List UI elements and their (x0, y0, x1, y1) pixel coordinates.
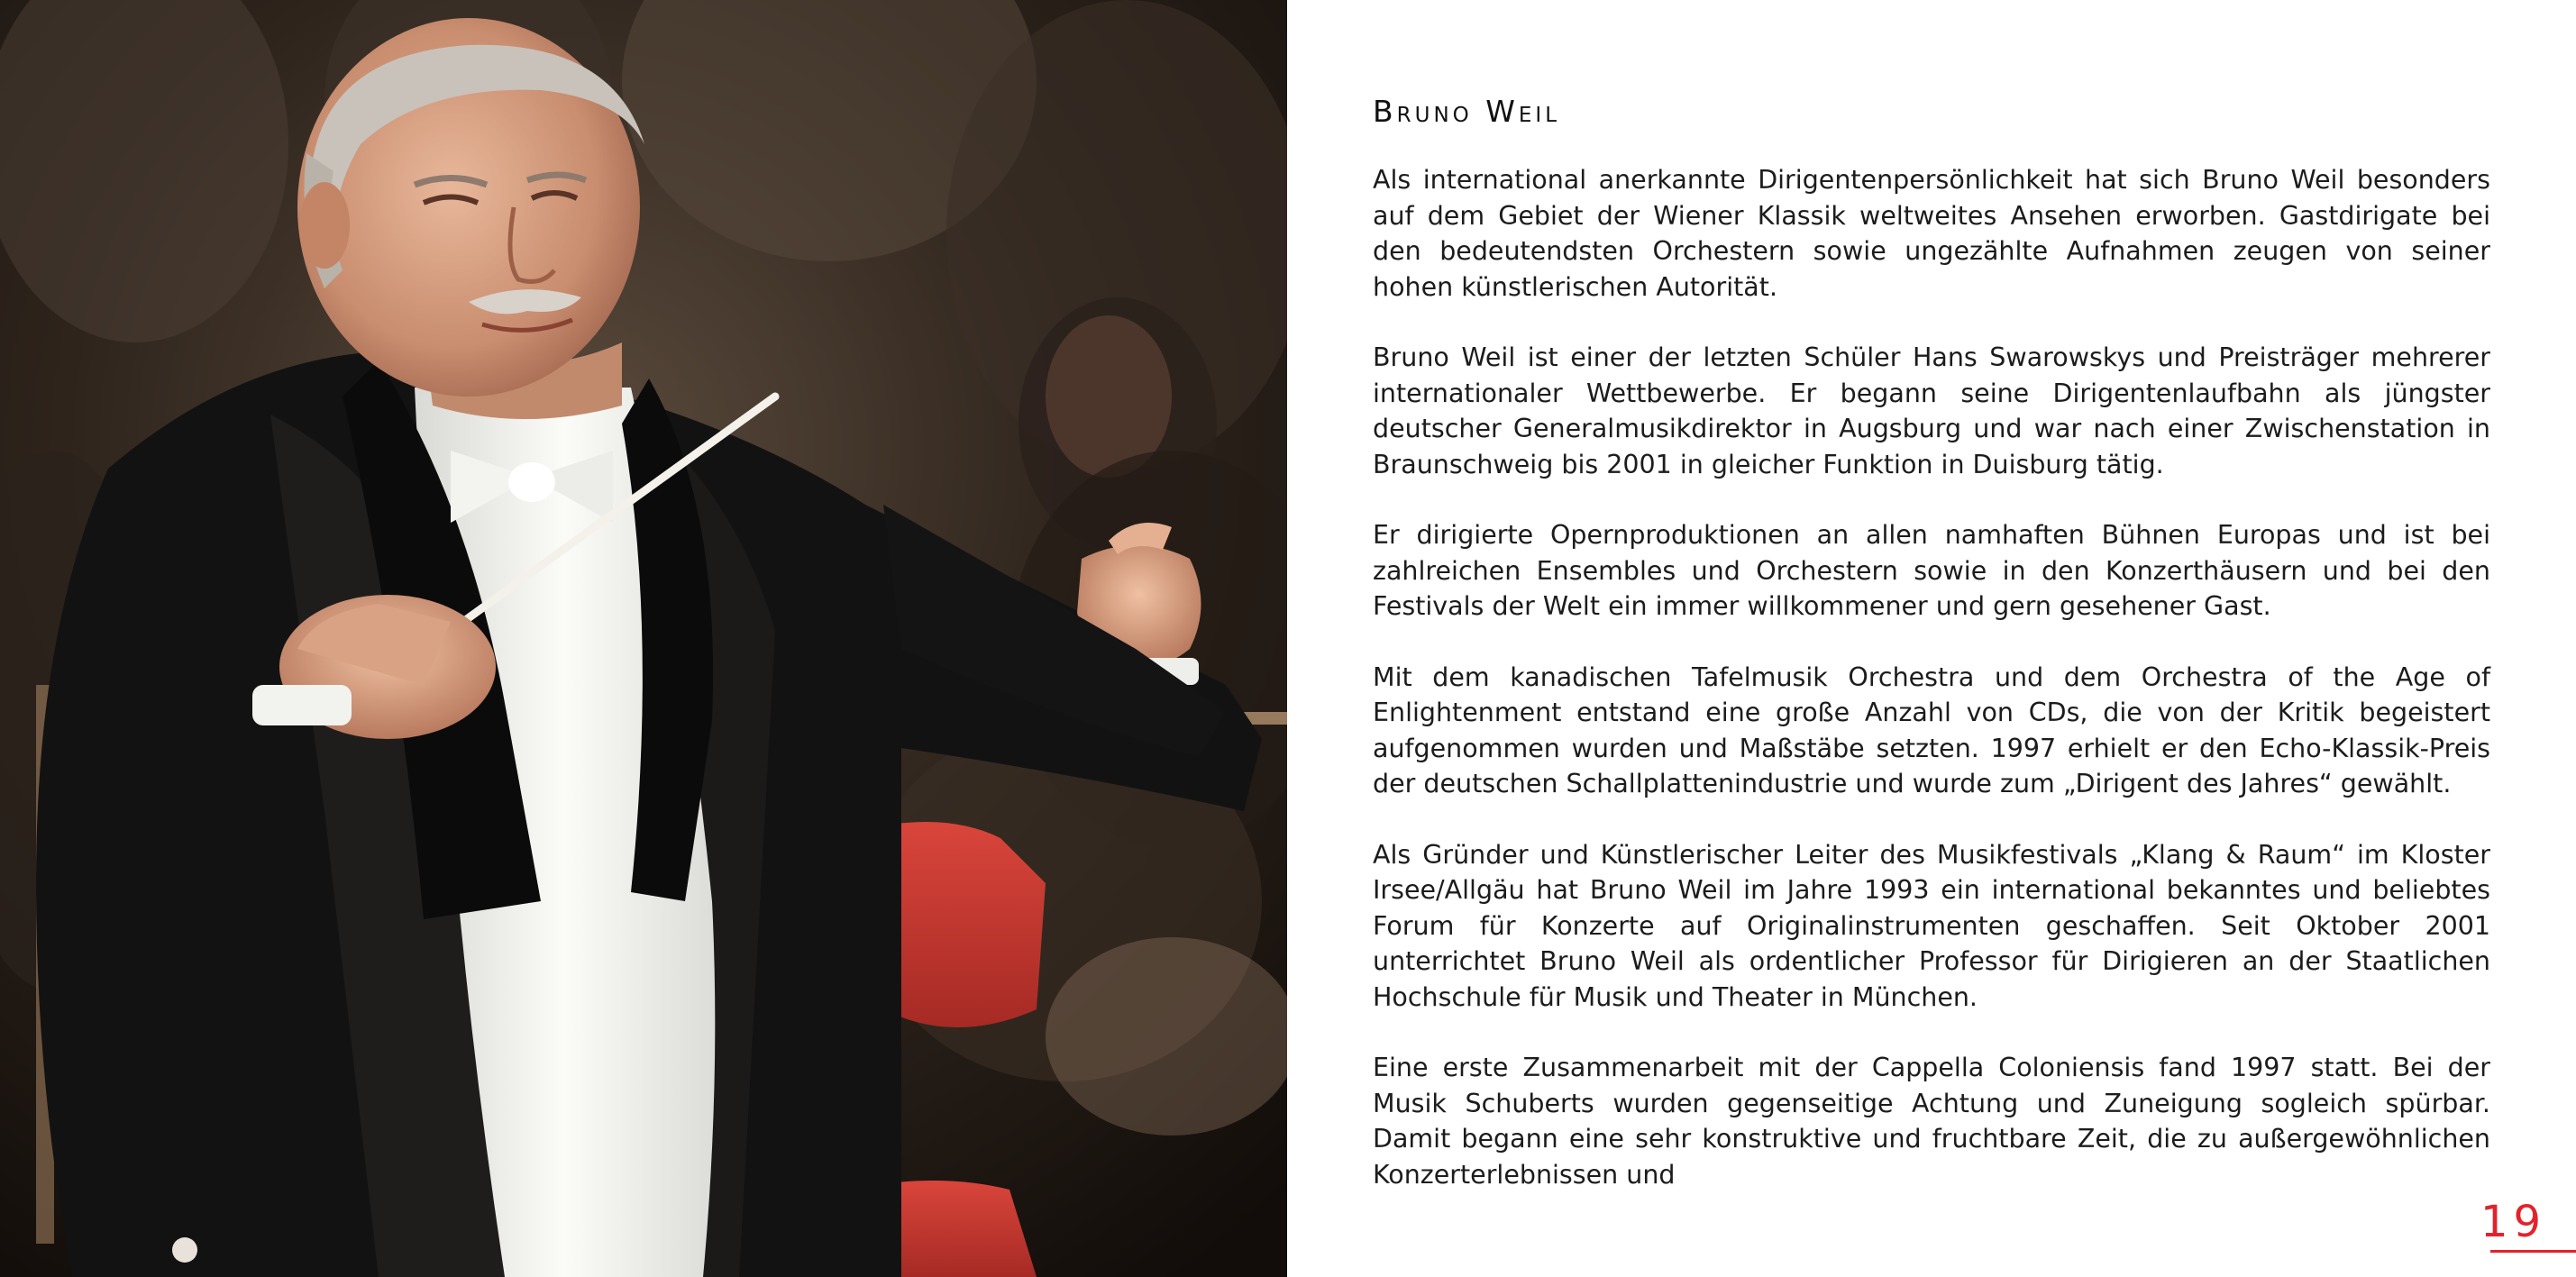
article-paragraph: Als Gründer und Künstlerischer Leiter des Musikfestivals „Klang & Raum“ im Kloster Irsee/Allgäu hat Bruno Weil im Jahre 1993 ein international bekanntes und beliebtes Forum für Konzerte auf Originalinstrumenten geschaffen. Seit Oktober 2001 unterrichtet Bruno Weil als ordentlicher Professor für Dirigieren an der Staatlichen Hochschule für Musik und Theater in München. (1373, 839, 2490, 1012)
article-paragraph: Als international anerkannte Dirigentenpersönlichkeit hat sich Bruno Weil besonders auf dem Gebiet der Wiener Klassik weltweites Ansehen erworben. Gastdirigate bei den bedeutendsten Orchestern sowie ungezählte Aufnahmen zeugen von seiner hohen künstlerischen Autorität. (1373, 165, 2490, 302)
page-number: 19 (2480, 1197, 2547, 1247)
article-column (1373, 90, 2490, 1227)
article-paragraph: Mit dem kanadischen Tafelmusik Orchestra und dem Orchestra of the Age of Enlightenment entstand eine große Anzahl von CDs, die von der Kritik begeistert aufgenommen wurden und Maßstäbe setzten. 1997 erhielt er den Echo-Klassik-Preis der deutschen Schallplattenindustrie und wurde zum „Dirigent des Jahres“ gewählt. (1373, 661, 2490, 798)
article-paragraph: Eine erste Zusammenarbeit mit der Cappella Coloniensis fand 1997 statt. Bei der Musik Schuberts wurden gegenseitige Achtung und Zuneigung sogleich spürbar. Damit begann eine sehr konstruktive und fruchtbare Zeit, die zu außergewöhnlichen Konzerterlebnissen und (1373, 1053, 2490, 1190)
article-heading: Bruno Weil (1373, 94, 1561, 129)
conductor-photo-illustration (0, 0, 1287, 1277)
article-paragraph: Er dirigierte Opernproduktionen an allen namhaften Bühnen Europas und ist bei zahlreichen Ensembles und Orchestern sowie in den Konzerthäusern und bei den Festivals der Welt ein immer willkommener und gern gesehener Gast. (1373, 520, 2490, 621)
article-paragraph: Bruno Weil ist einer der letzten Schüler Hans Swarowskys und Preisträger mehrerer internationaler Wettbewerbe. Er begann seine Dirigentenlaufbahn als jüngster deutscher Generalmusikdirektor in Augsburg und war nach einer Zwischenstation in Braunschweig bis 2001 in gleicher Funktion in Duisburg tätig. (1373, 342, 2490, 479)
page-number-underline (2490, 1250, 2576, 1253)
conductor-photo (0, 0, 1287, 1277)
